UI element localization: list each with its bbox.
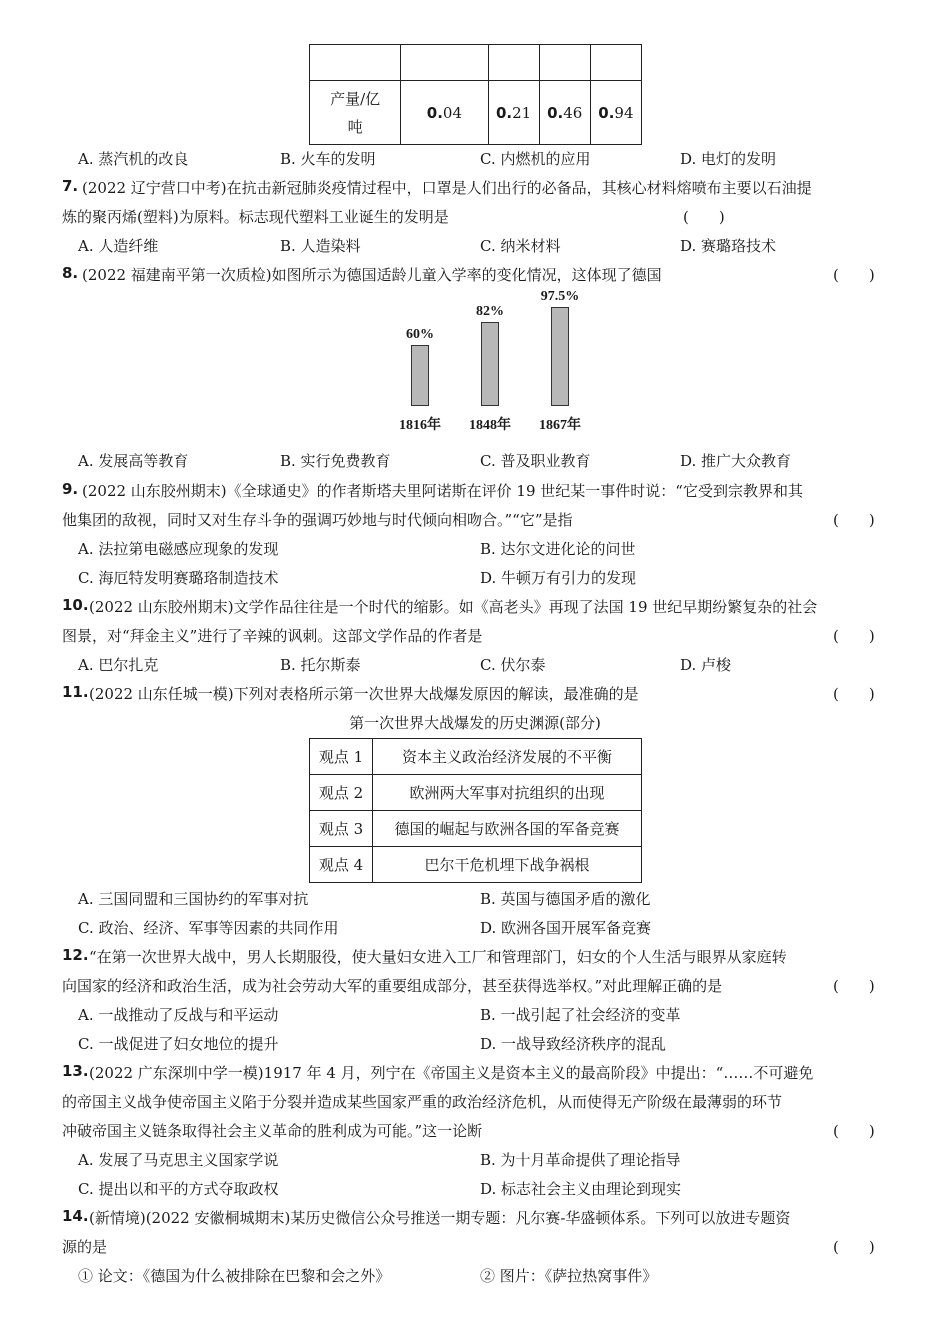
- q7-stem-line1: (2022 辽宁营口中考)在抗击新冠肺炎疫情过程中，口罩是人们出行的必备品，其核心材料熔喷布主要以石油提: [82, 179, 812, 197]
- question-number: 7.: [62, 177, 79, 195]
- answer-paren: ( ): [833, 685, 875, 703]
- question-number: 10.: [62, 596, 89, 614]
- q12-option-b[interactable]: B. 一战引起了社会经济的变革: [480, 1006, 681, 1024]
- q7-option-a[interactable]: A. 人造纤维: [78, 237, 159, 255]
- q9-option-c[interactable]: C. 海厄特发明赛璐珞制造技术: [78, 569, 279, 587]
- question-number: 14.: [62, 1207, 89, 1225]
- q14-item-1: ① 论文：《德国为什么被排除在巴黎和会之外》: [78, 1267, 391, 1285]
- table-cell-value: 0.94: [590, 81, 641, 145]
- q6-option-c[interactable]: C. 内燃机的应用: [480, 150, 591, 168]
- q14-stem-line2: 源的是: [62, 1238, 108, 1256]
- year-label-1816: 1816年: [399, 418, 441, 433]
- q10-option-b[interactable]: B. 托尔斯泰: [280, 656, 361, 674]
- table-cell-empty: [310, 45, 401, 81]
- question-number: 13.: [62, 1062, 89, 1080]
- bar-1867: [551, 307, 569, 406]
- enrollment-bar-chart: [390, 289, 590, 438]
- q13-stem-line3: 冲破帝国主义链条取得社会主义革命的胜利成为可能。”这一论断: [62, 1122, 483, 1140]
- table-title: 第一次世界大战爆发的历史渊源(部分): [349, 714, 601, 732]
- viewpoint-text: 巴尔干危机埋下战争祸根: [373, 847, 642, 883]
- table-row-label: [310, 81, 401, 145]
- q9-option-b[interactable]: B. 达尔文进化论的问世: [480, 540, 636, 558]
- table-cell-empty: [539, 45, 590, 81]
- viewpoint-text: 欧洲两大军事对抗组织的出现: [373, 775, 642, 811]
- answer-paren: ( ): [833, 977, 875, 995]
- q6-option-a[interactable]: A. 蒸汽机的改良: [78, 150, 189, 168]
- table-cell-empty: [590, 45, 641, 81]
- q7-option-c[interactable]: C. 纳米材料: [480, 237, 561, 255]
- q6-option-d[interactable]: D. 电灯的发明: [680, 150, 777, 168]
- q7-stem-line2: 炼的聚丙烯(塑料)为原料。标志现代塑料工业诞生的发明是: [62, 208, 449, 226]
- table-cell-empty: [488, 45, 539, 81]
- viewpoint-text: 资本主义政治经济发展的不平衡: [373, 739, 642, 775]
- q13-option-b[interactable]: B. 为十月革命提供了理论指导: [480, 1151, 681, 1169]
- bar-label-1848: 82%: [476, 304, 504, 319]
- q10-stem-line1: (2022 山东胶州期末)文学作品往往是一个时代的缩影。如《高老头》再现了法国 19 世纪早期纷繁复杂的社会: [89, 598, 818, 616]
- q10-option-c[interactable]: C. 伏尔泰: [480, 656, 546, 674]
- q6-option-b[interactable]: B. 火车的发明: [280, 150, 376, 168]
- answer-paren: ( ): [833, 266, 875, 284]
- bar-1816: [411, 345, 429, 406]
- year-label-1867: 1867年: [539, 418, 581, 433]
- year-label-1848: 1848年: [469, 418, 511, 433]
- answer-paren: ( ): [833, 511, 875, 529]
- bar-1848: [481, 322, 499, 406]
- q9-stem-line2: 他集团的敌视，同时又对生存斗争的强调巧妙地与时代倾向相吻合。”“它”是指: [62, 511, 573, 529]
- q10-option-d[interactable]: D. 卢梭: [680, 656, 732, 674]
- production-table: [309, 44, 642, 145]
- question-number: 11.: [62, 683, 89, 701]
- viewpoint-label: 观点 1: [310, 739, 373, 775]
- table-cell-value: 0.04: [401, 81, 488, 145]
- q9-option-d[interactable]: D. 牛顿万有引力的发现: [480, 569, 637, 587]
- row-label-line2: 吨: [347, 117, 363, 136]
- bar-label-1816: 60%: [406, 327, 434, 342]
- question-number: 9.: [62, 480, 79, 498]
- q13-option-a[interactable]: A. 发展了马克思主义国家学说: [78, 1151, 279, 1169]
- q12-stem-line1: “在第一次世界大战中，男人长期服役，使大量妇女进入工厂和管理部门，妇女的个人生活与眼界从家庭转: [89, 948, 787, 966]
- bar-label-1867: 97.5%: [540, 289, 580, 304]
- q12-option-c[interactable]: C. 一战促进了妇女地位的提升: [78, 1035, 279, 1053]
- table-cell-value: 0.46: [539, 81, 590, 145]
- q13-option-d[interactable]: D. 标志社会主义由理论到现实: [480, 1180, 682, 1198]
- q14-stem-line1: (新情境)(2022 安徽桐城期末)某历史微信公众号推送一期专题：凡尔赛-华盛顿体系。下列可以放进专题资: [89, 1209, 791, 1227]
- table-cell-value: 0.21: [488, 81, 539, 145]
- q12-stem-line2: 向国家的经济和政治生活，成为社会劳动大军的重要组成部分，甚至获得选举权。”对此理解正确的是: [62, 977, 723, 995]
- q9-option-a[interactable]: A. 法拉第电磁感应现象的发现: [78, 540, 279, 558]
- table-cell-empty: [401, 45, 488, 81]
- viewpoint-label: 观点 2: [310, 775, 373, 811]
- q11-option-b[interactable]: B. 英国与德国矛盾的激化: [480, 890, 651, 908]
- q13-stem-line1: (2022 广东深圳中学一模)1917 年 4 月，列宁在《帝国主义是资本主义的最高阶段》中提出：“……不可避免: [89, 1064, 814, 1082]
- viewpoint-text: 德国的崛起与欧洲各国的军备竞赛: [373, 811, 642, 847]
- q8-option-a[interactable]: A. 发展高等教育: [78, 452, 189, 470]
- question-number: 8.: [62, 264, 79, 282]
- answer-paren: ( ): [833, 1122, 875, 1140]
- q8-stem-line1: (2022 福建南平第一次质检)如图所示为德国适龄儿童入学率的变化情况，这体现了德国: [82, 266, 662, 284]
- q7-option-b[interactable]: B. 人造染料: [280, 237, 361, 255]
- q12-option-d[interactable]: D. 一战导致经济秩序的混乱: [480, 1035, 667, 1053]
- q9-stem-line1: (2022 山东胶州期末)《全球通史》的作者斯塔夫里阿诺斯在评价 19 世纪某一事件时说：“它受到宗教界和其: [82, 482, 803, 500]
- q7-option-d[interactable]: D. 赛璐珞技术: [680, 237, 777, 255]
- answer-paren: ( ): [833, 627, 875, 645]
- viewpoint-label: 观点 4: [310, 847, 373, 883]
- q8-option-d[interactable]: D. 推广大众教育: [680, 452, 792, 470]
- q14-item-2: ② 图片：《萨拉热窝事件》: [480, 1267, 658, 1285]
- q11-option-c[interactable]: C. 政治、经济、军事等因素的共同作用: [78, 919, 339, 937]
- q8-option-c[interactable]: C. 普及职业教育: [480, 452, 591, 470]
- q11-option-d[interactable]: D. 欧洲各国开展军备竞赛: [480, 919, 652, 937]
- q12-option-a[interactable]: A. 一战推动了反战与和平运动: [78, 1006, 279, 1024]
- viewpoint-label: 观点 3: [310, 811, 373, 847]
- question-number: 12.: [62, 946, 89, 964]
- answer-paren: ( ): [833, 1238, 875, 1256]
- viewpoints-table: [309, 738, 642, 883]
- q11-stem-line1: (2022 山东任城一模)下列对表格所示第一次世界大战爆发原因的解读，最准确的是: [89, 685, 639, 703]
- q8-option-b[interactable]: B. 实行免费教育: [280, 452, 391, 470]
- answer-paren: ( ): [683, 208, 725, 226]
- q13-option-c[interactable]: C. 提出以和平的方式夺取政权: [78, 1180, 279, 1198]
- row-label-line1: 产量/亿: [330, 89, 381, 108]
- q11-option-a[interactable]: A. 三国同盟和三国协约的军事对抗: [78, 890, 309, 908]
- q13-stem-line2: 的帝国主义战争使帝国主义陷于分裂并造成某些国家严重的政治经济危机，从而使得无产阶级在最薄弱的环节: [62, 1093, 783, 1111]
- q10-option-a[interactable]: A. 巴尔扎克: [78, 656, 159, 674]
- q10-stem-line2: 图景，对“拜金主义”进行了辛辣的讽刺。这部文学作品的作者是: [62, 627, 483, 645]
